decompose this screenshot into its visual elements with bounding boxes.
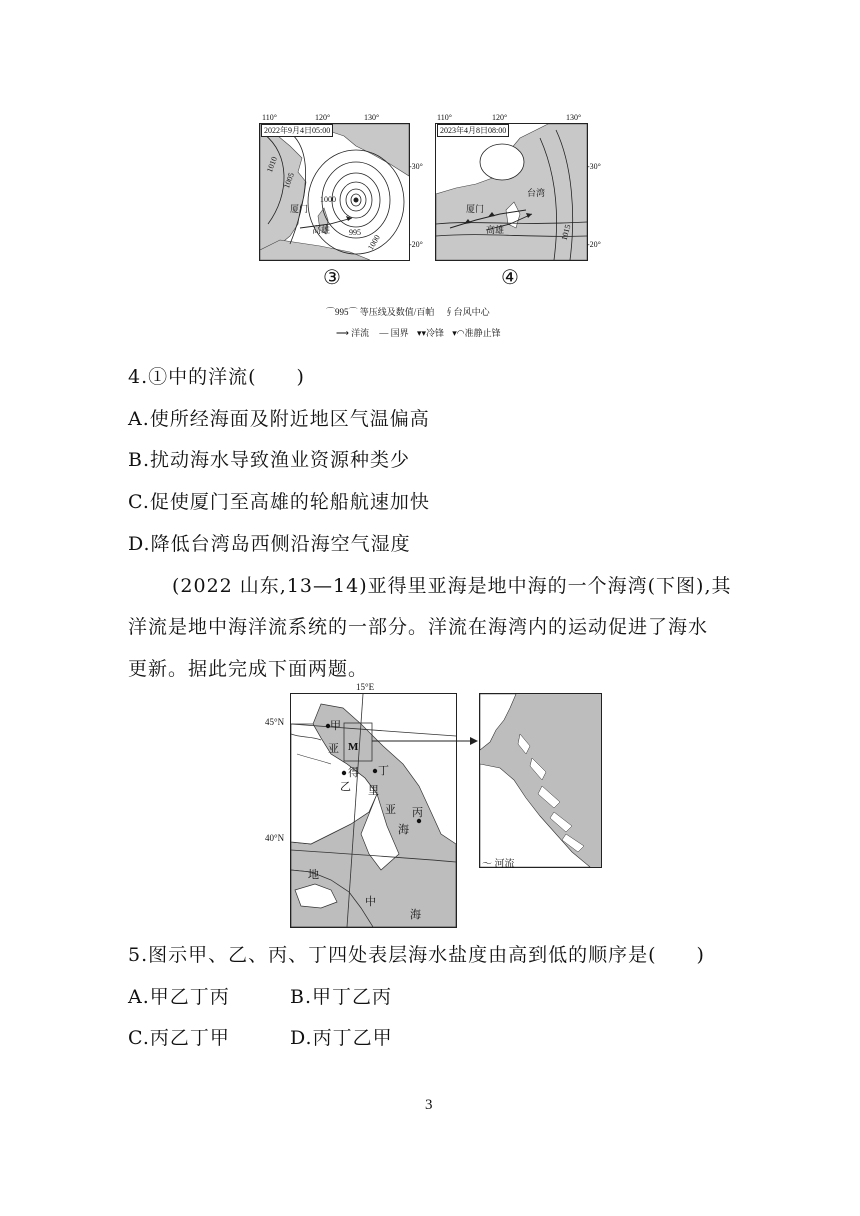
sea-label-ya1: 亚 (328, 743, 339, 755)
box-m-label: M (348, 741, 359, 753)
med-label-di: 地 (308, 869, 319, 881)
river-legend-icon: 〜 (482, 859, 495, 870)
isobar-legend-sample: 995 (335, 307, 349, 317)
sea-label-li: 里 (368, 785, 379, 797)
inset-arrow (370, 735, 480, 749)
question-4-option-c: C.促使厦门至高雄的轮船航速加快 (128, 491, 430, 513)
question-5-option-a: A.甲乙丁丙 (128, 986, 230, 1008)
map4-date-label: 2023年4月8日08:00 (437, 124, 509, 137)
current-legend-label: 洋流 (351, 328, 370, 338)
intro-line-3: 更新。据此完成下面两题。 (128, 658, 369, 680)
adriatic-inset-map (479, 693, 602, 868)
map4-lon-130: 130° (566, 113, 582, 122)
map3-isobar-995: 995 (349, 228, 361, 237)
lat-45n-label: 45°N (265, 717, 285, 727)
map4-lon-110: 110° (437, 113, 452, 122)
point-yi-label: 乙 (340, 781, 351, 793)
map3-label: ③ (323, 265, 341, 289)
map4-gaoxiong: 高雄 (486, 225, 505, 235)
map4-lat-30: -30° (587, 162, 601, 171)
map3-isobar-1010: 1010 (265, 155, 279, 174)
med-label-zhong: 中 (365, 896, 376, 908)
cold-front-legend-label: 冷锋 (425, 328, 444, 338)
lon-15e-label: 15°E (356, 682, 375, 692)
intro-line-2: 洋流是地中海洋流系统的一部分。洋流在海湾内的运动促进了海水 (128, 616, 709, 638)
sea-label-hai: 海 (398, 824, 409, 836)
isobar-legend-icon: ⌒ (326, 307, 336, 317)
map3-lon-130: 130° (364, 113, 380, 122)
border-legend-icon: — (379, 328, 391, 338)
map3-lat-30: -30° (409, 162, 423, 171)
med-label-hai: 海 (410, 909, 421, 921)
figure1-legend (326, 305, 490, 318)
question-5-stem: 5.图示甲、乙、丙、丁四处表层海水盐度由高到低的顺序是( ) (128, 944, 705, 966)
map4-lat-20: -20° (587, 240, 601, 249)
typhoon-legend-label: 台风中心 (453, 307, 490, 317)
question-4-option-a: A.使所经海面及附近地区气温偏高 (128, 408, 430, 430)
river-legend-label: 河流 (494, 859, 515, 870)
map3-lat-20: -20° (409, 240, 423, 249)
map4-taiwan: 台湾 (527, 188, 546, 198)
point-bing-label: 丙 (412, 807, 423, 819)
map3-date-label: 2022年9月4日05:00 (261, 124, 333, 137)
border-legend-label: 国界 (390, 328, 409, 338)
typhoon-legend-icon: ∮ (444, 307, 454, 317)
figure1-legend-row2 (336, 326, 501, 339)
stationary-front-legend-label: 准静止锋 (464, 328, 501, 338)
map4-label: ④ (501, 265, 519, 289)
map4-isobar-1015: 1015 (559, 223, 573, 242)
weather-map-3 (259, 123, 410, 261)
isobar-legend-icon-right: ⌒ (348, 307, 360, 317)
map4-xiamen: 厦门 (466, 204, 485, 214)
map3-isobar-1000b: 1000 (366, 233, 382, 252)
lat-40n-label: 40°N (265, 833, 285, 843)
map3-lon-120: 120° (315, 113, 331, 122)
isobar-legend-label: 等压线及数值/百帕 (359, 307, 435, 317)
sea-label-ya2: 亚 (385, 804, 396, 816)
question-5-option-c: C.丙乙丁甲 (128, 1027, 230, 1049)
point-jia-label: 甲 (330, 720, 341, 732)
question-4-option-d: D.降低台湾岛西侧沿海空气湿度 (128, 533, 411, 555)
question-5-option-b: B.甲丁乙丙 (290, 986, 393, 1008)
question-4-stem: 4.①中的洋流( ) (128, 366, 305, 388)
map3-lon-110: 110° (262, 113, 277, 122)
map3-isobar-1005: 1005 (282, 171, 296, 190)
river-legend (482, 855, 515, 870)
cold-front-legend-icon: ▾▾ (416, 328, 426, 338)
map4-lon-120: 120° (492, 113, 508, 122)
current-legend-icon: ⟶ (336, 328, 352, 338)
map3-gaoxiong: 高雄 (312, 225, 331, 235)
map3-isobar-1000: 1000 (320, 195, 336, 204)
question-4-option-b: B.扰动海水导致渔业资源种类少 (128, 449, 411, 471)
question-5-option-d: D.丙丁乙甲 (290, 1027, 393, 1049)
intro-line-1: (2022 山东,13—14)亚得里亚海是地中海的一个海湾(下图),其 (172, 575, 732, 597)
sea-label-de: 得 (348, 767, 359, 779)
stationary-front-legend-icon: ▾◠ (452, 328, 465, 338)
page-number: 3 (425, 1097, 433, 1113)
map3-xiamen: 厦门 (290, 204, 309, 214)
point-ding-label: 丁 (378, 765, 389, 777)
